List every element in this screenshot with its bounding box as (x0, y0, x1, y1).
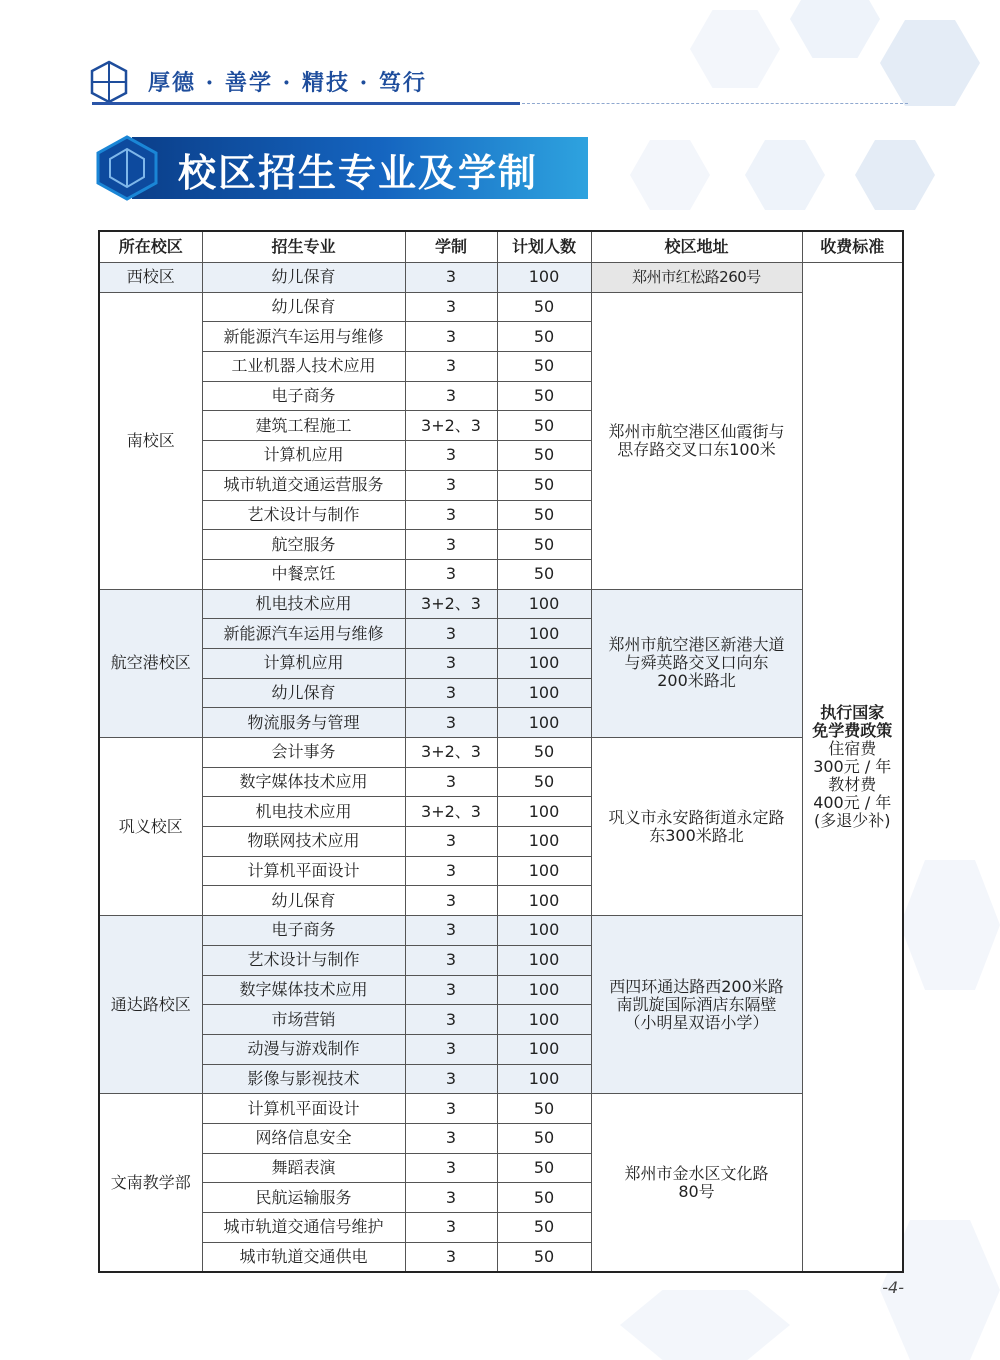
plan-cell: 50 (497, 441, 591, 471)
years-cell: 3 (405, 559, 497, 589)
address-line: 80号 (678, 1181, 715, 1201)
years-cell: 3 (405, 975, 497, 1005)
plan-cell: 50 (497, 738, 591, 768)
plan-cell: 100 (497, 648, 591, 678)
decor-hexagon (790, 0, 880, 58)
major-cell: 影像与影视技术 (202, 1064, 405, 1094)
banner-hexagon-icon (94, 135, 160, 201)
major-cell: 市场营销 (202, 1005, 405, 1035)
major-cell: 电子商务 (202, 916, 405, 946)
years-cell: 3 (405, 1034, 497, 1064)
years-cell: 3 (405, 1064, 497, 1094)
section-title: 校区招生专业及学制 (178, 151, 539, 195)
fee-line: (多退少补) (814, 811, 891, 831)
campus-address (591, 738, 802, 916)
campus-name: 巩义校区 (99, 738, 202, 916)
years-cell: 3 (405, 916, 497, 946)
campus-address (591, 292, 802, 589)
column-header-campus: 所在校区 (99, 231, 202, 263)
plan-cell: 50 (497, 470, 591, 500)
years-cell: 3 (405, 441, 497, 471)
major-cell: 工业机器人技术应用 (202, 352, 405, 382)
plan-cell: 50 (497, 1213, 591, 1243)
major-cell: 新能源汽车运用与维修 (202, 322, 405, 352)
years-cell: 3 (405, 381, 497, 411)
campus-address (591, 916, 802, 1094)
address-line: 西四环通达路西200米路 (609, 976, 784, 996)
campus-name: 航空港校区 (99, 589, 202, 737)
column-header-years: 学制 (405, 231, 497, 263)
fee-line: 住宿费 (828, 739, 877, 759)
plan-cell: 100 (497, 827, 591, 857)
plan-cell: 50 (497, 352, 591, 382)
plan-cell: 50 (497, 381, 591, 411)
table-header-row (99, 231, 903, 263)
years-cell: 3 (405, 1183, 497, 1213)
address-line: 200米路北 (657, 671, 736, 691)
header-dashed-rule (522, 103, 908, 104)
address-line: 东300米路北 (649, 825, 744, 845)
address-line: （小明星双语小学） (624, 1012, 769, 1032)
major-cell: 舞蹈表演 (202, 1153, 405, 1183)
major-cell: 计算机应用 (202, 648, 405, 678)
major-cell: 幼儿保育 (202, 886, 405, 916)
fee-line: 300元 / 年 (813, 757, 892, 777)
years-cell: 3 (405, 322, 497, 352)
address-line: 郑州市航空港区仙霞街与 (608, 421, 785, 441)
plan-cell: 50 (497, 559, 591, 589)
major-cell: 电子商务 (202, 381, 405, 411)
decor-hexagon (630, 140, 710, 210)
major-cell: 民航运输服务 (202, 1183, 405, 1213)
years-cell: 3 (405, 827, 497, 857)
plan-cell: 50 (497, 1094, 591, 1124)
years-cell: 3 (405, 708, 497, 738)
campus-address: 郑州市红松路260号 (591, 263, 802, 293)
years-cell: 3 (405, 530, 497, 560)
plan-cell: 50 (497, 322, 591, 352)
years-cell: 3 (405, 500, 497, 530)
major-cell: 新能源汽车运用与维修 (202, 619, 405, 649)
table-row (99, 263, 903, 293)
campus-address (591, 1094, 802, 1273)
decor-hexagon (880, 20, 980, 106)
plan-cell: 50 (497, 500, 591, 530)
plan-cell: 50 (497, 1123, 591, 1153)
table-row (99, 738, 903, 768)
major-cell: 网络信息安全 (202, 1123, 405, 1153)
years-cell: 3+2、3 (405, 797, 497, 827)
plan-cell: 100 (497, 589, 591, 619)
major-cell: 物流服务与管理 (202, 708, 405, 738)
fee-standard-cell (802, 263, 903, 1273)
address-line: 郑州市航空港区新港大道 (608, 635, 785, 655)
plan-cell: 100 (497, 886, 591, 916)
major-cell: 机电技术应用 (202, 797, 405, 827)
major-cell: 动漫与游戏制作 (202, 1034, 405, 1064)
years-cell: 3 (405, 470, 497, 500)
years-cell: 3 (405, 292, 497, 322)
plan-cell: 50 (497, 411, 591, 441)
plan-cell: 100 (497, 975, 591, 1005)
years-cell: 3 (405, 1153, 497, 1183)
major-cell: 建筑工程施工 (202, 411, 405, 441)
years-cell: 3 (405, 352, 497, 382)
major-cell: 中餐烹饪 (202, 559, 405, 589)
years-cell: 3+2、3 (405, 411, 497, 441)
fee-line: 执行国家 (820, 703, 885, 723)
plan-cell: 100 (497, 708, 591, 738)
plan-cell: 100 (497, 856, 591, 886)
table-row (99, 292, 903, 322)
column-header-plan: 计划人数 (497, 231, 591, 263)
years-cell: 3 (405, 1242, 497, 1272)
campus-name: 南校区 (99, 292, 202, 589)
plan-cell: 50 (497, 292, 591, 322)
table-row (99, 589, 903, 619)
plan-cell: 50 (497, 1183, 591, 1213)
plan-cell: 100 (497, 678, 591, 708)
plan-cell: 100 (497, 619, 591, 649)
fee-line: 教材费 (828, 775, 877, 795)
plan-cell: 50 (497, 767, 591, 797)
major-cell: 物联网技术应用 (202, 827, 405, 857)
years-cell: 3 (405, 619, 497, 649)
decor-hexagon (620, 1290, 790, 1360)
years-cell: 3 (405, 648, 497, 678)
major-cell: 数字媒体技术应用 (202, 975, 405, 1005)
address-line: 思存路交叉口东100米 (617, 439, 776, 459)
decor-hexagon (745, 140, 825, 210)
major-cell: 艺术设计与制作 (202, 500, 405, 530)
major-cell: 会计事务 (202, 738, 405, 768)
years-cell: 3 (405, 767, 497, 797)
decor-hexagon (690, 10, 780, 88)
campus-name: 西校区 (99, 263, 202, 293)
years-cell: 3 (405, 856, 497, 886)
years-cell: 3 (405, 263, 497, 293)
table-row (99, 916, 903, 946)
fee-line: 400元 / 年 (813, 793, 892, 813)
enrollment-table (98, 230, 904, 1273)
school-logo-icon (90, 60, 128, 104)
major-cell: 计算机平面设计 (202, 856, 405, 886)
years-cell: 3+2、3 (405, 738, 497, 768)
plan-cell: 50 (497, 1153, 591, 1183)
plan-cell: 100 (497, 916, 591, 946)
campus-name: 文南教学部 (99, 1094, 202, 1273)
campus-address (591, 589, 802, 737)
years-cell: 3 (405, 1005, 497, 1035)
column-header-fee: 收费标准 (802, 231, 903, 263)
address-line: 南凯旋国际酒店东隔壁 (616, 994, 777, 1014)
plan-cell: 50 (497, 530, 591, 560)
major-cell: 幼儿保育 (202, 263, 405, 293)
years-cell: 3 (405, 1213, 497, 1243)
years-cell: 3 (405, 1123, 497, 1153)
years-cell: 3 (405, 1094, 497, 1124)
school-motto: 厚德 · 善学 · 精技 · 笃行 (148, 70, 427, 96)
years-cell: 3+2、3 (405, 589, 497, 619)
column-header-address: 校区地址 (591, 231, 802, 263)
major-cell: 城市轨道交通供电 (202, 1242, 405, 1272)
plan-cell: 100 (497, 1005, 591, 1035)
major-cell: 计算机平面设计 (202, 1094, 405, 1124)
fee-line: 免学费政策 (812, 721, 893, 741)
years-cell: 3 (405, 945, 497, 975)
plan-cell: 100 (497, 263, 591, 293)
table-row (99, 1094, 903, 1124)
major-cell: 航空服务 (202, 530, 405, 560)
major-cell: 数字媒体技术应用 (202, 767, 405, 797)
column-header-major: 招生专业 (202, 231, 405, 263)
plan-cell: 50 (497, 1242, 591, 1272)
decor-hexagon (855, 140, 935, 210)
plan-cell: 100 (497, 1064, 591, 1094)
address-line: 巩义市永安路街道永定路 (608, 807, 785, 827)
plan-cell: 100 (497, 945, 591, 975)
address-line: 与舜英路交叉口向东 (624, 653, 769, 673)
major-cell: 幼儿保育 (202, 678, 405, 708)
campus-name: 通达路校区 (99, 916, 202, 1094)
major-cell: 艺术设计与制作 (202, 945, 405, 975)
plan-cell: 100 (497, 797, 591, 827)
major-cell: 机电技术应用 (202, 589, 405, 619)
major-cell: 计算机应用 (202, 441, 405, 471)
decor-hexagon (900, 860, 1000, 990)
address-line: 郑州市金水区文化路 (624, 1163, 769, 1183)
major-cell: 城市轨道交通运营服务 (202, 470, 405, 500)
plan-cell: 100 (497, 1034, 591, 1064)
header-rule (92, 102, 520, 105)
major-cell: 幼儿保育 (202, 292, 405, 322)
years-cell: 3 (405, 678, 497, 708)
page-number: -4- (882, 1278, 904, 1297)
major-cell: 城市轨道交通信号维护 (202, 1213, 405, 1243)
years-cell: 3 (405, 886, 497, 916)
